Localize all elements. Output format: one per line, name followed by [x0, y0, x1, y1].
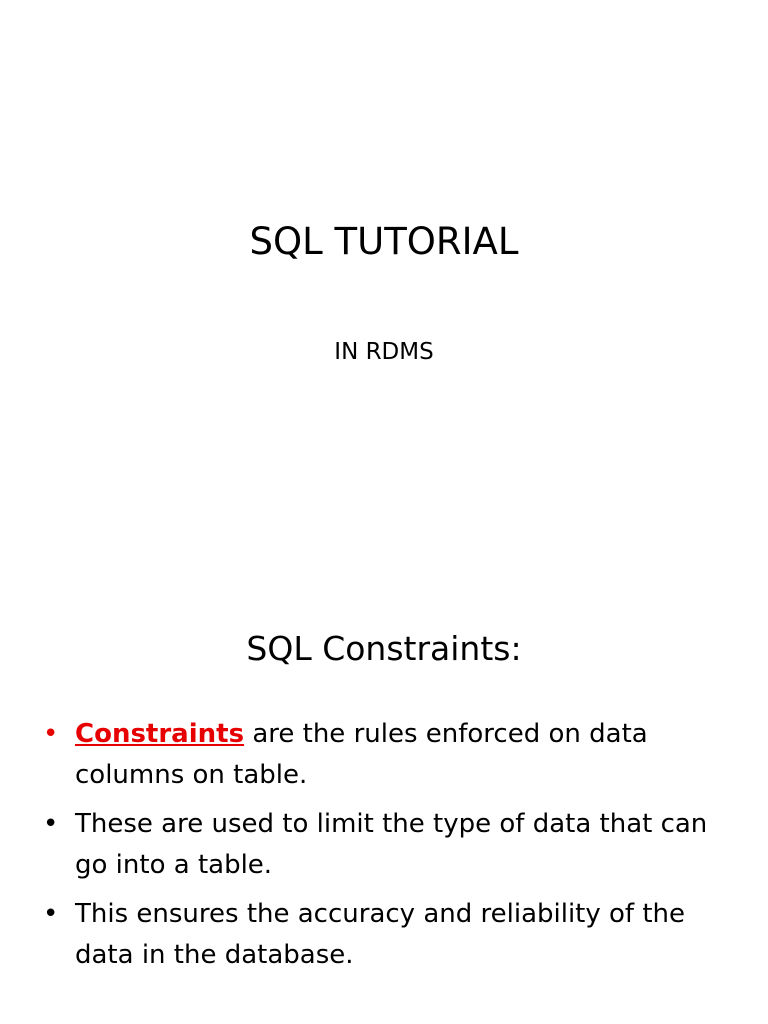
slide-title: SQL TUTORIAL	[249, 220, 519, 263]
constraints-slide	[0, 512, 768, 1024]
bullet-text: are the rules enforced on data columns on table.	[75, 719, 648, 790]
bullet-item	[43, 894, 743, 976]
bullet-text: These are used to limit the type of data that can go into a table.	[75, 809, 708, 880]
bullet-icon: •	[43, 899, 59, 929]
bullet-text: This ensures the accuracy and reliability of the data in the database.	[75, 899, 686, 970]
keyword-highlight: Constraints	[75, 719, 245, 749]
bullet-item	[43, 804, 743, 886]
bullet-item	[43, 714, 743, 796]
bullet-list	[43, 714, 743, 984]
slide-subtitle: IN RDMS	[334, 339, 434, 365]
bullet-icon: •	[43, 719, 59, 749]
slide-title: SQL Constraints:	[246, 629, 522, 668]
bullet-icon: •	[43, 809, 59, 839]
